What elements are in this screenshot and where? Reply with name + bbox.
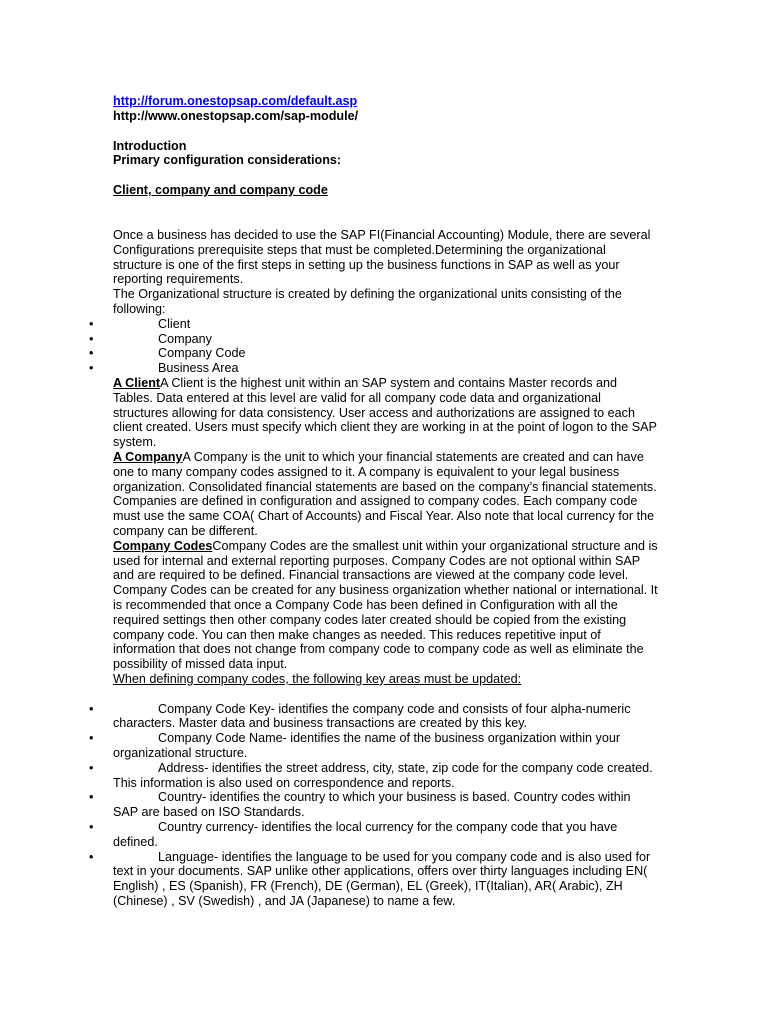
bullet-icon: • — [89, 361, 94, 376]
list-item — [89, 760, 658, 791]
key-areas-list — [89, 701, 658, 909]
bullet-icon: • — [89, 790, 94, 805]
bullet-icon: • — [89, 849, 94, 864]
org-unit-label: Company Code — [158, 346, 246, 361]
bullet-icon: • — [89, 760, 94, 775]
key-area-text: Company Code Key- identifies the company code and consists of four alpha-numeric characters. Master data and business transactions are created by this key. — [113, 701, 631, 731]
company-codes-text: Company Codes are the smallest unit within your organizational structure and is used for internal and external reporting purposes. Company Codes are not optional within SAP and are required to be defined. Financial transactions are viewed at the company code level. Company Codes can be created for any business organization whether national or international. It is recommended that once a Company Code has been defined in Configuration with all the required settings then other company codes later created should be copied from the existing company code. You can then make changes as needed. This reduces repetitive input of information that does not change from company code to company code as well as eliminate the possibility of missed data input. — [113, 538, 658, 672]
org-units-list — [89, 316, 658, 376]
client-term: A Client — [113, 375, 161, 390]
section-title: Client, company and company code — [113, 183, 328, 198]
list-item — [89, 849, 658, 909]
primary-config-heading: Primary configuration considerations: — [113, 153, 342, 168]
key-area-text: Language- identifies the language to be used for you company code and is also used for text in your documents. SAP unlike other applications, offers over thirty languages including EN( English) , ES (Spanish), FR (French), DE (German), EL (Greek), IT(Italian), AR( Arabic), ZH (Chinese) , SV (Swedish) , and JA (Japanese) to name a few. — [113, 849, 651, 909]
list-item — [89, 316, 658, 332]
list-item — [89, 361, 658, 376]
module-url: http://www.onestopsap.com/sap-module/ — [113, 108, 359, 123]
intro-paragraph: Once a business has decided to use the SAP FI(Financial Accounting) Module, there are several Configurations prerequisite steps that must be completed.Determining the organizational structure is one of the first steps in setting up the business functions in SAP as well as your reporting requirements. — [113, 227, 651, 287]
org-unit-label: Company — [158, 331, 212, 346]
list-item — [89, 731, 658, 761]
key-area-text: Country- identifies the country to which your business is based. Country codes within SAP are based on ISO Standards. — [113, 790, 631, 820]
org-structure-paragraph: The Organizational structure is created by defining the organizational units consisting of the following: — [113, 287, 622, 316]
introduction-heading: Introduction — [113, 138, 187, 153]
key-areas-intro: When defining company codes, the following key areas must be updated: — [113, 671, 522, 686]
company-text: A Company is the unit to which your financial statements are created and can have one to many company codes assigned to it. A company is equivalent to your legal business organization. Consolidated financial statements are based on the company’s financial statements. Companies are defined in configuration and assigned to company codes. Each company code must use the same COA( Chart of Accounts) and Fiscal Year. Also note that local currency for the company can be different. — [113, 449, 657, 538]
company-codes-definition — [113, 539, 658, 672]
company-codes-term: Company Codes — [113, 538, 213, 553]
bullet-icon: • — [89, 316, 94, 331]
client-definition — [113, 376, 658, 450]
bullet-icon: • — [89, 731, 94, 746]
bullet-icon: • — [89, 820, 94, 835]
company-term: A Company — [113, 449, 183, 464]
list-item — [89, 701, 658, 732]
list-item — [89, 790, 658, 820]
key-area-text: Address- identifies the street address, city, state, zip code for the company code created. This information is also used on correspondence and reports. — [113, 760, 653, 790]
document-body — [89, 94, 658, 909]
list-item — [89, 820, 658, 850]
company-definition — [113, 450, 658, 539]
bullet-icon: • — [89, 331, 94, 346]
list-item — [89, 346, 658, 361]
org-unit-label: Client — [158, 316, 191, 331]
bullet-icon: • — [89, 701, 94, 716]
key-area-text: Company Code Name- identifies the name of the business organization within your organizational structure. — [113, 731, 621, 761]
client-text: A Client is the highest unit within an SAP system and contains Master records and Tables. Data entered at this level are valid for all company code data and organizational structures allowing for data consistency. User access and authorizations are assigned to each client created. Users must specify which client they are working in at the point of logon to the SAP system. — [113, 375, 657, 450]
key-area-text: Country currency- identifies the local currency for the company code that you have defined. — [113, 820, 618, 849]
org-unit-label: Business Area — [158, 361, 239, 376]
bullet-icon: • — [89, 346, 94, 361]
forum-link[interactable]: http://forum.onestopsap.com/default.asp — [113, 94, 358, 108]
list-item — [89, 331, 658, 347]
